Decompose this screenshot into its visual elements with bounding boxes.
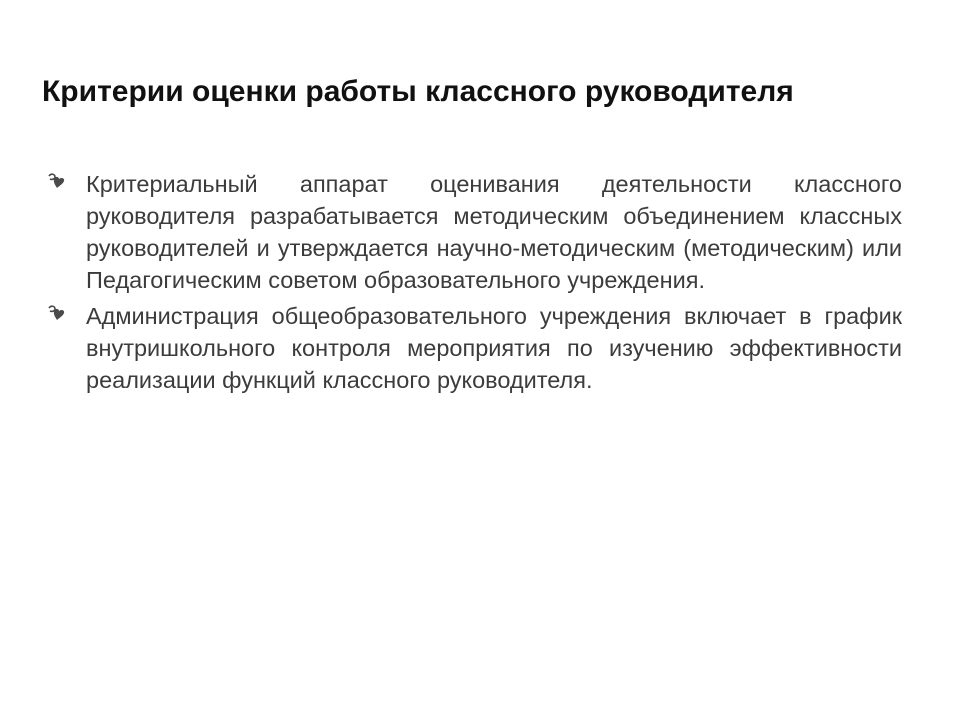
bullet-item — [46, 168, 902, 296]
bullet-text: Администрация общеобразовательного учреждения включает в график внутришкольного контроля мероприятия по изучению эффективности реализации функций классного руководителя. — [86, 303, 902, 393]
bullet-item — [46, 300, 902, 396]
bullet-text: Критериальный аппарат оценивания деятельности классного руководителя разрабатывается методическим объединением классных руководителей и утверждается научно-методическим (методическим) или Педагогическим советом образовательного учреждения. — [86, 171, 902, 293]
bullet-list — [46, 168, 902, 400]
slide-title: Критерии оценки работы классного руководителя — [42, 75, 794, 108]
floral-heart-bullet-icon — [46, 171, 68, 191]
floral-heart-bullet-icon — [46, 303, 68, 323]
